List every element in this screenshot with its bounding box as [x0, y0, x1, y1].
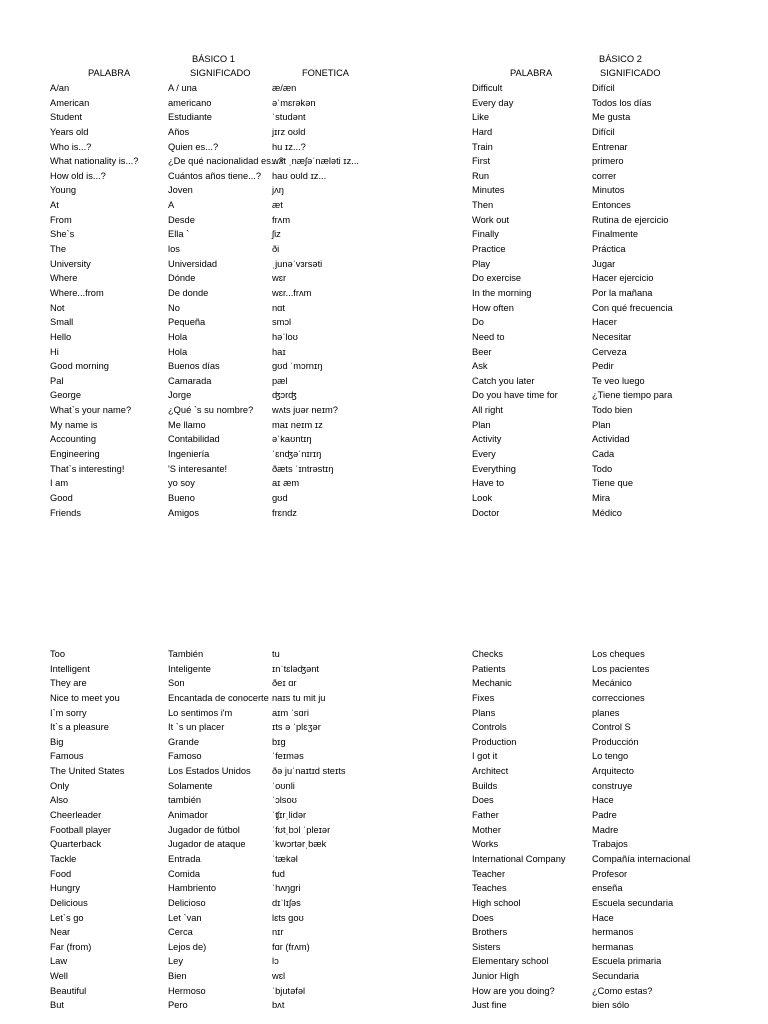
right-top-meanings-row: Plan [592, 419, 611, 430]
left-bottom-meanings-row: Lejos de) [168, 941, 207, 952]
right-top-meanings [592, 81, 673, 520]
right-bottom-meanings-row: Compañía internacional [592, 853, 691, 864]
left-bottom-phonetics-row: ˈʧɪrˌlidər [272, 810, 307, 821]
right-top-words-row: Play [472, 258, 491, 269]
right-top-words-row: Run [472, 170, 490, 181]
right-top-words-row: Every [472, 449, 496, 460]
left-bottom-phonetics-row: ˈkwɔrtərˌbæk [272, 839, 327, 850]
left-top-phonetics-row: ʃiz [272, 229, 281, 240]
left-bottom-words-row: The United States [50, 766, 125, 777]
left-bottom-meanings-row: Lo sentimos i'm [168, 707, 233, 718]
left-bottom-words-row: Also [50, 795, 69, 806]
right-top-meanings-row: Todo bien [592, 405, 633, 416]
left-bottom-phonetics-row: dɪˈlɪʃəs [272, 897, 301, 908]
right-bottom-words-row: Fixes [472, 692, 495, 703]
left-bottom-phonetics-row: ˈoʊnli [272, 780, 295, 791]
right-bottom-words-row: Just fine [472, 1000, 507, 1011]
left-bottom-meanings-row: Ley [168, 956, 183, 967]
right-bottom-meanings-row: Escuela secundaria [592, 897, 674, 908]
left-bottom-phonetics-row: aɪm ˈsɑri [272, 707, 309, 718]
left-top-words-row: What`s your name? [50, 405, 132, 416]
right-top-words-row: Catch you later [472, 375, 535, 386]
right-top-words-row: Like [472, 112, 490, 123]
left-bottom-words-row: Quarterback [50, 839, 102, 850]
left-bottom-meanings-row: Famoso [168, 751, 202, 762]
right-top-meanings-row: Necesitar [592, 331, 632, 342]
right-bottom-words-row: Does [472, 912, 494, 923]
left-top-meanings-row: ¿Qué `s su nombre? [168, 405, 254, 416]
left-top-words-row: A/an [50, 83, 70, 93]
right-bottom-words-row: Elementary school [472, 956, 549, 967]
right-top-words-row: Everything [472, 463, 516, 474]
left-bottom-words-row: Near [50, 927, 71, 938]
left-bottom-words-row: But [50, 1000, 64, 1011]
left-bottom-meanings-row: Animador [168, 810, 208, 821]
right-bottom-meanings-row: Producción [592, 736, 639, 747]
left-top-meanings-row: Jorge [168, 390, 192, 401]
left-top-meanings-row: Desde [168, 214, 195, 225]
right-top-words-row: Have to [472, 478, 505, 489]
left-top-meanings-row: Hola [168, 346, 188, 357]
right-bottom-meanings-row: construye [592, 780, 633, 791]
right-bottom-words-row: Architect [472, 766, 509, 777]
right-bottom-words-row: Sisters [472, 941, 501, 952]
left-bottom-meanings [168, 647, 272, 1013]
left-col-phonetic-header: FONETICA [302, 68, 350, 78]
left-top-meanings-row: Universidad [168, 258, 218, 269]
left-col-word-header: PALABRA [88, 68, 131, 78]
left-top-meanings-row: 'S interesante! [168, 463, 228, 474]
left-top-phonetics-row: æ/æn [272, 83, 297, 93]
left-bottom-words-row: Beautiful [50, 985, 87, 996]
left-top-phonetics-row: əˈkaʊntɪŋ [272, 434, 312, 445]
left-top-phonetics-row: jʌŋ [272, 185, 284, 196]
left-top-meanings-row: Pequeña [168, 317, 206, 328]
right-top-meanings-row: Actividad [592, 434, 630, 445]
right-top-meanings-row: Cerveza [592, 346, 627, 357]
right-bottom-words-row: Teaches [472, 883, 507, 894]
left-top-phonetics-row: ðæts ˈɪntrəstɪŋ [272, 463, 334, 474]
right-bottom-meanings-row: bien sólo [592, 1000, 630, 1011]
left-top-meanings-row: Cuántos años tiene...? [168, 170, 262, 181]
right-top-words-row: Do exercise [472, 273, 522, 284]
left-top-words-row: Pal [50, 375, 64, 386]
left-top-phonetics-row: maɪ neɪm ɪz [272, 419, 323, 430]
right-top-meanings-row: Todos los días [592, 97, 652, 108]
right-top-meanings-row: primero [592, 156, 624, 167]
left-bottom-words [50, 647, 168, 1013]
left-bottom-phonetics-row: ɪnˈtɛləʤənt [272, 663, 320, 674]
left-top-words-row: Where...from [50, 287, 104, 298]
left-top-words-row: Where [50, 273, 78, 284]
left-top-words-row: Engineering [50, 449, 100, 460]
right-bottom-words-row: Junior High [472, 971, 520, 982]
right-bottom-meanings-row: ¿Como estas? [592, 985, 653, 996]
right-top-words-row: Every day [472, 97, 514, 108]
left-bottom-phonetics-row: ˈhʌŋgri [272, 883, 301, 894]
left-bottom-words-row: Delicious [50, 897, 88, 908]
right-top-words-row: In the morning [472, 287, 532, 298]
right-bottom-meanings-row: Padre [592, 810, 617, 821]
left-bottom-meanings-row: Bien [168, 971, 187, 982]
left-top-phonetics-row: ði [272, 244, 280, 255]
left-bottom-words-row: Too [50, 649, 65, 659]
left-top-phonetics-row: nɑt [272, 302, 285, 313]
left-col-meaning-header: SIGNIFICADO [190, 68, 251, 78]
right-bottom-meanings-row: Secundaria [592, 971, 640, 982]
left-bottom-phonetics-row: ˈbjutəfəl [272, 985, 306, 996]
right-bottom-meanings-row: hermanos [592, 927, 634, 938]
right-bottom-meanings-row: Hace [592, 795, 614, 806]
left-bottom-words-row: Let`s go [50, 912, 84, 923]
right-top-words-row: Finally [472, 229, 499, 240]
right-top-meanings-row: ¿Tiene tiempo para [592, 390, 673, 401]
left-top-meanings-row: Buenos días [168, 361, 220, 372]
left-top-words-row: American [50, 97, 90, 108]
left-top-words-row: I am [50, 478, 69, 489]
right-top-words-row: Then [472, 200, 494, 211]
left-top-phonetics-row: jɪrz oʊld [272, 126, 306, 137]
left-top-phonetics-row: frɛndz [272, 507, 297, 518]
right-top-meanings-row: Minutos [592, 185, 625, 196]
left-bottom-phonetics-row: ɪts ə ˈplɛʒər [272, 722, 321, 733]
right-bottom-meanings-row: correcciones [592, 692, 645, 703]
left-top-meanings-row: Quien es...? [168, 141, 219, 152]
left-top-phonetics-row: wʌt ˌnæʃəˈnæləti ɪz... [272, 156, 360, 167]
right-bottom-meanings-row: Los pacientes [592, 663, 650, 674]
right-top-meanings-row: Me gusta [592, 112, 631, 123]
left-bottom-phonetics-row: ðeɪ ɑr [272, 678, 297, 689]
left-bottom-words-row: Football player [50, 824, 111, 835]
left-top-meanings-row: Ella ` [168, 229, 190, 240]
right-top-words-row: Difficult [472, 83, 503, 93]
left-bottom-phonetics-row: ˈfeɪməs [272, 751, 304, 762]
left-bottom-phonetics-row: nɪr [272, 927, 284, 938]
left-top-words-row: Good morning [50, 361, 109, 372]
left-top-phonetics [272, 81, 382, 520]
right-bottom-meanings-row: Trabajos [592, 839, 628, 850]
right-bottom-meanings-row: Mecánico [592, 678, 632, 689]
left-top-words-row: Accounting [50, 434, 96, 445]
right-bottom-words-row: Brothers [472, 927, 508, 938]
left-bottom-words-row: Hungry [50, 883, 80, 894]
left-bottom-meanings-row: Delicioso [168, 897, 206, 908]
left-top-meanings-row: los [168, 244, 180, 255]
right-top-meanings-row: Entonces [592, 200, 631, 211]
right-bottom-words-row: Builds [472, 780, 498, 791]
left-top-phonetics-row: wɛr [272, 273, 287, 284]
right-bottom-words-row: Teacher [472, 868, 506, 879]
left-top-words-row: Friends [50, 507, 82, 518]
right-bottom-meanings-row: Arquitecto [592, 766, 634, 777]
left-bottom-words-row: Well [50, 971, 68, 982]
left-bottom-meanings-row: Solamente [168, 780, 213, 791]
left-top-phonetics-row: ˈɛnʤəˈnɪrɪŋ [272, 449, 322, 460]
left-top-meanings-row: Dónde [168, 273, 196, 284]
left-bottom-meanings-row: Los Estados Unidos [168, 766, 251, 777]
left-top-phonetics-row: haɪ [272, 346, 286, 357]
right-top-words-row: First [472, 156, 491, 167]
left-bottom-phonetics-row: bʌt [272, 1000, 285, 1011]
right-top-meanings-row: Médico [592, 507, 622, 518]
left-top-words-row: At [50, 200, 59, 211]
left-bottom-words-row: They are [50, 678, 87, 689]
right-bottom-words-row: Mechanic [472, 678, 512, 689]
left-top-meanings-row: Camarada [168, 375, 212, 386]
left-bottom-phonetics-row: tu [272, 649, 280, 659]
left-top-words-row: The [50, 244, 67, 255]
left-bottom-phonetics-row: ˈtækəl [272, 853, 298, 864]
right-top-words-row: Train [472, 141, 493, 152]
left-top-words-row: George [50, 390, 82, 401]
left-bottom-words-row: Only [50, 780, 70, 791]
left-top-words-row: Years old [50, 126, 89, 137]
left-top-phonetics-row: həˈloʊ [272, 331, 298, 342]
right-top-words-row: Plan [472, 419, 491, 430]
right-bottom-meanings-row: Los cheques [592, 649, 645, 659]
right-top-meanings-row: Finalmente [592, 229, 638, 240]
right-col-meaning-header: SIGNIFICADO [600, 68, 661, 78]
left-top-meanings-row: Amigos [168, 507, 200, 518]
left-top-phonetics-row: gʊd ˈmɔrnɪŋ [272, 361, 323, 372]
left-bottom-words-row: Far (from) [50, 941, 92, 952]
right-top-words-row: Hard [472, 126, 493, 137]
left-bottom-phonetics-row: lɛts goʊ [272, 912, 304, 923]
right-top-meanings-row: Por la mañana [592, 287, 653, 298]
left-top-words-row: Who is...? [50, 141, 92, 152]
right-top-words-row: Activity [472, 434, 502, 445]
left-bottom-words-row: It`s a pleasure [50, 722, 109, 733]
right-bottom-meanings-row: Lo tengo [592, 751, 629, 762]
left-top-words-row: University [50, 258, 91, 269]
right-bottom-words-row: Does [472, 795, 494, 806]
right-col-word-header: PALABRA [510, 68, 553, 78]
left-bottom-words-row: Nice to meet you [50, 692, 120, 703]
right-bottom-words-row: Father [472, 810, 499, 821]
right-bottom-meanings-row: Control S [592, 722, 631, 733]
left-top-words-row: What nationality is...? [50, 156, 139, 167]
left-bottom-phonetics-row: ˈfʊtˌbɔl ˈpleɪər [272, 824, 331, 835]
left-bottom-words-row: Food [50, 868, 72, 879]
right-bottom-words-row: Production [472, 736, 517, 747]
right-top-meanings-row: Difícil [592, 126, 615, 137]
left-bottom-meanings-row: Cerca [168, 927, 193, 938]
left-top-words [50, 81, 168, 520]
left-top-phonetics-row: pæl [272, 375, 288, 386]
left-bottom-meanings-row: It `s un placer [168, 722, 225, 733]
right-top-meanings-row: correr [592, 170, 617, 181]
right-top-meanings-row: Todo [592, 463, 613, 474]
left-top-words-row: Small [50, 317, 74, 328]
left-top-phonetics-row: smɔl [272, 317, 292, 328]
right-bottom-words-row: Works [472, 839, 499, 850]
left-top-meanings-row: americano [168, 97, 212, 108]
left-bottom-meanings-row: Grande [168, 736, 200, 747]
left-top-phonetics-row: hu ɪz...? [272, 141, 306, 152]
left-top-meanings-row: Contabilidad [168, 434, 220, 445]
left-top-meanings-row: Hola [168, 331, 188, 342]
left-top-phonetics-row: əˈmɛrəkən [272, 97, 316, 108]
left-top-words-row: Student [50, 112, 83, 123]
left-bottom-phonetics [272, 647, 382, 1013]
left-top-words-row: Hello [50, 331, 72, 342]
right-title: BÁSICO 2 [599, 54, 642, 64]
left-bottom-phonetics-row: fɑr (frʌm) [272, 941, 310, 952]
right-top-words-row: Look [472, 492, 493, 503]
right-top-words-row: Minutes [472, 185, 505, 196]
left-bottom-words-row: I`m sorry [50, 707, 87, 718]
left-bottom-words-row: Famous [50, 751, 84, 762]
left-bottom-meanings-row: Comida [168, 868, 201, 879]
left-top-words-row: Young [50, 185, 77, 196]
right-top-meanings-row: Difícil [592, 83, 615, 93]
right-top-words-row: Work out [472, 214, 510, 225]
right-bottom-meanings-row: planes [592, 707, 620, 718]
left-top-words-row: From [50, 214, 72, 225]
right-top-meanings-row: Mira [592, 492, 611, 503]
right-bottom-words-row: How are you doing? [472, 985, 555, 996]
left-top-meanings-row: ¿De qué nacionalidad es...? [168, 156, 284, 167]
right-bottom-meanings-row: enseña [592, 883, 623, 894]
left-bottom-meanings-row: Encantada de conocerte [168, 692, 269, 703]
left-top-meanings-row: Años [168, 126, 190, 137]
left-top-meanings-row: A / una [168, 83, 197, 93]
left-top-phonetics-row: æt [272, 200, 283, 211]
right-top-meanings-row: Hacer [592, 317, 617, 328]
right-top-meanings-row: Hacer ejercicio [592, 273, 654, 284]
left-top-meanings-row: yo soy [168, 478, 195, 489]
left-bottom-meanings-row: Let `van [168, 912, 202, 923]
right-top-meanings-row: Con qué frecuencia [592, 302, 673, 313]
left-top-words-row: How old is...? [50, 170, 106, 181]
right-top-meanings-row: Pedir [592, 361, 614, 372]
left-bottom-phonetics-row: fud [272, 868, 285, 879]
left-top-phonetics-row: ˈstudənt [272, 112, 306, 123]
left-bottom-meanings-row: Jugador de fútbol [168, 824, 240, 835]
left-top-phonetics-row: gʊd [272, 492, 288, 503]
right-bottom-meanings-row: Escuela primaria [592, 956, 662, 967]
right-bottom-words-row: Controls [472, 722, 507, 733]
right-bottom-words-row: International Company [472, 853, 566, 864]
left-bottom-meanings-row: también [168, 795, 202, 806]
right-bottom-words-row: Mother [472, 824, 501, 835]
left-top-meanings-row: Me llamo [168, 419, 206, 430]
right-top-words-row: Beer [472, 346, 492, 357]
right-bottom-words [472, 647, 592, 1013]
left-top-phonetics-row: ʤɔrʤ [272, 390, 297, 401]
left-bottom-phonetics-row: ˈɔlsoʊ [272, 795, 297, 806]
left-top-phonetics-row: haʊ oʊld ɪz... [272, 170, 327, 181]
left-bottom-meanings-row: Jugador de ataque [168, 839, 246, 850]
right-top-meanings-row: Entrenar [592, 141, 628, 152]
left-top-phonetics-row: wʌts jʊər neɪm? [272, 405, 338, 416]
right-top-words-row: Do [472, 317, 484, 328]
left-bottom-meanings-row: Hambriento [168, 883, 217, 894]
right-top-meanings-row: Cada [592, 449, 615, 460]
right-bottom-meanings-row: Madre [592, 824, 619, 835]
left-bottom-phonetics-row: lɔ [272, 956, 279, 967]
left-top-words-row: Hi [50, 346, 59, 357]
left-bottom-meanings-row: Inteligente [168, 663, 211, 674]
left-top-words-row: She`s [50, 229, 75, 240]
left-bottom-words-row: Law [50, 956, 68, 967]
right-bottom-meanings-row: Hace [592, 912, 614, 923]
right-top-words-row: All right [472, 405, 504, 416]
right-top-meanings-row: Práctica [592, 244, 626, 255]
left-top-phonetics-row: wɛr...frʌm [272, 287, 312, 298]
left-bottom-words-row: Big [50, 736, 64, 747]
right-top-meanings-row: Rutina de ejercicio [592, 214, 669, 225]
left-bottom-phonetics-row: wɛl [272, 971, 286, 982]
right-bottom-words-row: Checks [472, 649, 504, 659]
right-bottom-meanings-row: hermanas [592, 941, 634, 952]
right-bottom-meanings-row: Profesor [592, 868, 628, 879]
left-top-meanings-row: Estudiante [168, 112, 212, 123]
right-top-words-row: Ask [472, 361, 488, 372]
left-top-phonetics-row: ˌjunəˈvɜrsəti [272, 258, 323, 269]
left-top-words-row: That`s interesting! [50, 463, 125, 474]
left-top-words-row: My name is [50, 419, 98, 430]
right-top-words [472, 81, 592, 520]
left-top-meanings-row: Joven [168, 185, 193, 196]
right-bottom-words-row: I got it [472, 751, 498, 762]
left-bottom-phonetics-row: bɪg [272, 736, 286, 747]
right-bottom-words-row: Plans [472, 707, 496, 718]
right-bottom-words-row: High school [472, 897, 521, 908]
left-top-phonetics-row: frʌm [272, 214, 291, 225]
right-top-words-row: Doctor [472, 507, 500, 518]
right-top-meanings-row: Jugar [592, 258, 616, 269]
left-top-meanings-row: De donde [168, 287, 209, 298]
right-top-words-row: Need to [472, 331, 505, 342]
left-bottom-meanings-row: Entrada [168, 853, 201, 864]
left-bottom-phonetics-row: ðə juˈnaɪtɪd steɪts [272, 766, 346, 777]
left-top-meanings-row: No [168, 302, 180, 313]
left-top-meanings-row: Bueno [168, 492, 195, 503]
left-bottom-words-row: Cheerleader [50, 810, 102, 821]
left-bottom-phonetics-row: naɪs tu mit ju [272, 692, 326, 703]
left-bottom-words-row: Tackle [50, 853, 77, 864]
right-top-words-row: How often [472, 302, 514, 313]
left-bottom-meanings-row: Son [168, 678, 185, 689]
left-top-phonetics-row: aɪ æm [272, 478, 300, 489]
left-top-words-row: Good [50, 492, 73, 503]
left-bottom-meanings-row: Pero [168, 1000, 188, 1011]
right-top-words-row: Practice [472, 244, 506, 255]
right-top-words-row: Do you have time for [472, 390, 558, 401]
left-title: BÁSICO 1 [192, 54, 235, 64]
right-bottom-words-row: Patients [472, 663, 506, 674]
right-bottom-meanings [592, 647, 691, 1013]
left-top-meanings-row: A [168, 200, 175, 211]
right-top-meanings-row: Te veo luego [592, 375, 645, 386]
left-top-meanings-row: Ingeniería [168, 449, 210, 460]
left-bottom-meanings-row: Hermoso [168, 985, 206, 996]
right-top-meanings-row: Tiene que [592, 478, 634, 489]
left-bottom-words-row: Intelligent [50, 663, 90, 674]
left-top-words-row: Not [50, 302, 65, 313]
left-bottom-meanings-row: También [168, 649, 204, 659]
